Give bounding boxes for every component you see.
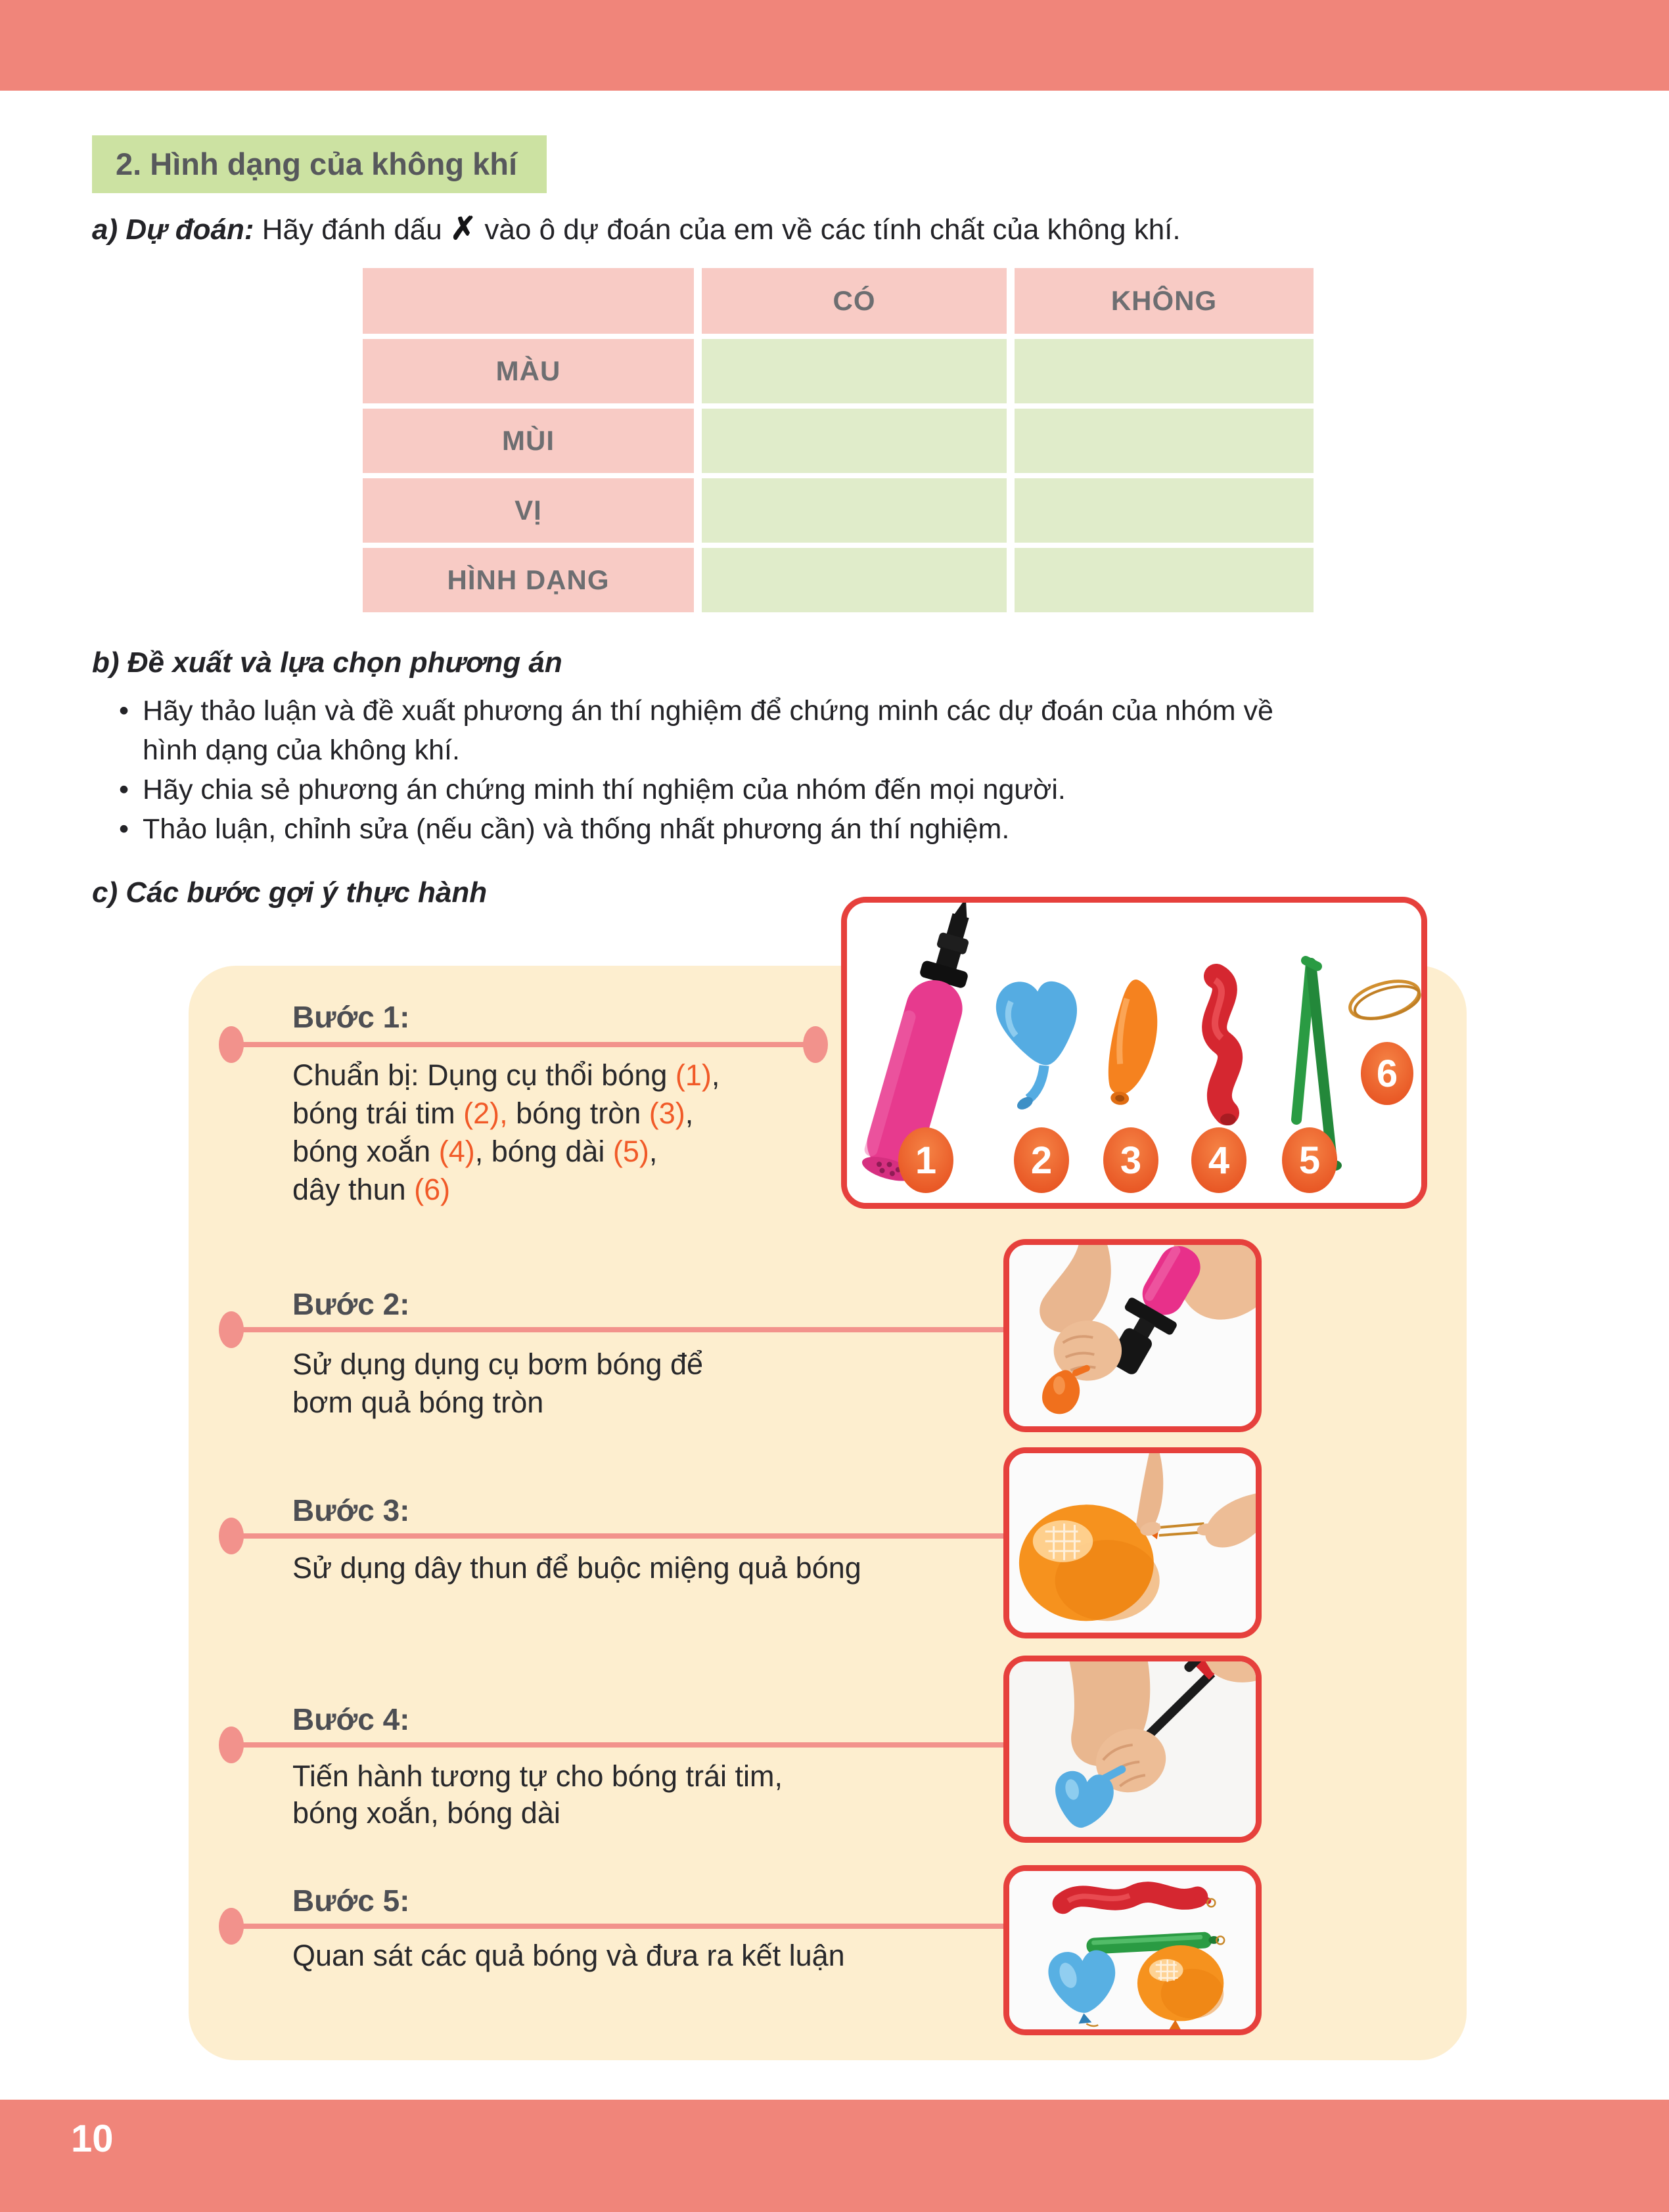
table-header-co: CÓ (702, 268, 1007, 334)
tying-illustration (1009, 1453, 1256, 1633)
svg-text:4: 4 (1208, 1139, 1230, 1182)
step4-line2: bóng xoắn, bóng dài (292, 1796, 560, 1830)
bullet-item (115, 809, 1331, 849)
prediction-table (363, 268, 1314, 612)
answer-cell-mui-co (702, 409, 1007, 473)
step5-body (292, 1937, 845, 1975)
badge-4 (1191, 1127, 1246, 1193)
step1-body (292, 1056, 720, 1209)
bullet-text: Hãy chia sẻ phương án chứng minh thí nghiệm của nhóm đến mọi người. (143, 774, 1066, 805)
step3-body (292, 1549, 861, 1587)
answer-cell-mau-khong (1015, 339, 1314, 403)
svg-text:5: 5 (1298, 1139, 1321, 1182)
step2-connector-line (231, 1327, 1003, 1332)
bullet-text: Thảo luận, chỉnh sửa (nếu cần) và thống nhất phương án thí nghiệm. (143, 813, 1010, 845)
step1-dot-right (803, 1026, 828, 1063)
step4-dot-left (219, 1727, 244, 1763)
answer-cell-vi-khong (1015, 478, 1314, 543)
pumping-illustration (1009, 1245, 1256, 1426)
result-illustration (1009, 1871, 1256, 2029)
step3-line1: Sử dụng dây thun để buộc miệng quả bóng (292, 1551, 861, 1585)
step1-label: Bước 1: (292, 1000, 410, 1034)
step2-photo-pumping (1003, 1239, 1262, 1432)
badge-2 (1014, 1127, 1069, 1193)
table-row-label-vi: VỊ (363, 478, 694, 543)
twisted-balloon-icon (1214, 976, 1236, 1125)
step1-dot-left (219, 1026, 244, 1063)
bullet-item (115, 770, 1331, 809)
instruction-a-label: a) Dự đoán: (92, 214, 254, 246)
step5-dot-left (219, 1908, 244, 1945)
x-mark-icon: ✗ (449, 212, 477, 246)
step5-photo-result (1003, 1865, 1262, 2035)
instruction-a-text2: vào ô dự đoán của em về các tính chất của không khí. (476, 214, 1181, 246)
step3-photo-tying (1003, 1447, 1262, 1638)
step3-connector-line (231, 1533, 1003, 1539)
table-row-label-mau: MÀU (363, 339, 694, 403)
step2-body (292, 1345, 703, 1422)
step5-connector-line (231, 1924, 1003, 1929)
answer-cell-mau-co (702, 339, 1007, 403)
answer-cell-hinhdang-co (702, 548, 1007, 612)
materials-illustration (847, 903, 1421, 1203)
section-title: 2. Hình dạng của không khí (92, 135, 547, 193)
bullet-dot: • (119, 695, 129, 727)
step3-label: Bước 3: (292, 1493, 410, 1527)
svg-text:1: 1 (915, 1139, 937, 1182)
instruction-a-text1: Hãy đánh dấu (254, 214, 450, 246)
badge-3 (1103, 1127, 1158, 1193)
badge-1 (898, 1127, 953, 1193)
step4-photo-heart-balloon (1003, 1656, 1262, 1843)
step3-dot-left (219, 1518, 244, 1554)
step1-line2: bóng trái tim (2), bóng tròn (3), (292, 1096, 694, 1130)
section-b-bullets (115, 691, 1331, 849)
step5-label: Bước 5: (292, 1884, 410, 1918)
step1-photo-materials (841, 897, 1427, 1209)
bullet-dot: • (119, 774, 129, 805)
step4-line1: Tiến hành tương tự cho bóng trái tim, (292, 1759, 783, 1793)
step4-label: Bước 4: (292, 1702, 410, 1736)
step5-line1: Quan sát các quả bóng và đưa ra kết luận (292, 1939, 845, 1972)
answer-cell-hinhdang-khong (1015, 548, 1314, 612)
step2-label: Bước 2: (292, 1287, 410, 1321)
step4-body (292, 1758, 783, 1832)
bullet-item (115, 691, 1331, 770)
step1-connector-line (231, 1042, 815, 1047)
answer-cell-vi-co (702, 478, 1007, 543)
table-corner-cell (363, 268, 694, 334)
section-b-title: b) Đề xuất và lựa chọn phương án (92, 646, 562, 679)
answer-cell-mui-khong (1015, 409, 1314, 473)
page-number: 10 (71, 2117, 114, 2160)
bullet-text: Hãy thảo luận và đề xuất phương án thí nghiệm để chứng minh các dự đoán của nhóm về hình dạng của không khí. (143, 695, 1273, 766)
step4-connector-line (231, 1742, 1003, 1748)
page-footer-bar (0, 2100, 1669, 2212)
step2-line2: bơm quả bóng tròn (292, 1386, 544, 1419)
badge-6 (1361, 1042, 1413, 1105)
step2-dot-left (219, 1311, 244, 1348)
step1-line3: bóng xoắn (4), bóng dài (5), (292, 1135, 658, 1168)
table-header-khong: KHÔNG (1015, 268, 1314, 334)
instruction-a (92, 210, 1181, 247)
svg-text:6: 6 (1376, 1052, 1398, 1095)
svg-text:3: 3 (1120, 1139, 1142, 1182)
table-row-label-mui: MÙI (363, 409, 694, 473)
section-c-title: c) Các bước gợi ý thực hành (92, 876, 488, 909)
step2-line1: Sử dụng dụng cụ bơm bóng để (292, 1347, 704, 1381)
bullet-dot: • (119, 813, 129, 845)
step1-line1: Chuẩn bị: Dụng cụ thổi bóng (1), (292, 1058, 720, 1092)
twisted-balloon-icon (1063, 1892, 1216, 1907)
table-row-label-hinhdang: HÌNH DẠNG (363, 548, 694, 612)
step1-line4: dây thun (6) (292, 1173, 451, 1206)
badge-5 (1282, 1127, 1337, 1193)
svg-text:2: 2 (1030, 1139, 1053, 1182)
page-header-bar (0, 0, 1669, 91)
heart-pump-illustration (1009, 1661, 1256, 1837)
